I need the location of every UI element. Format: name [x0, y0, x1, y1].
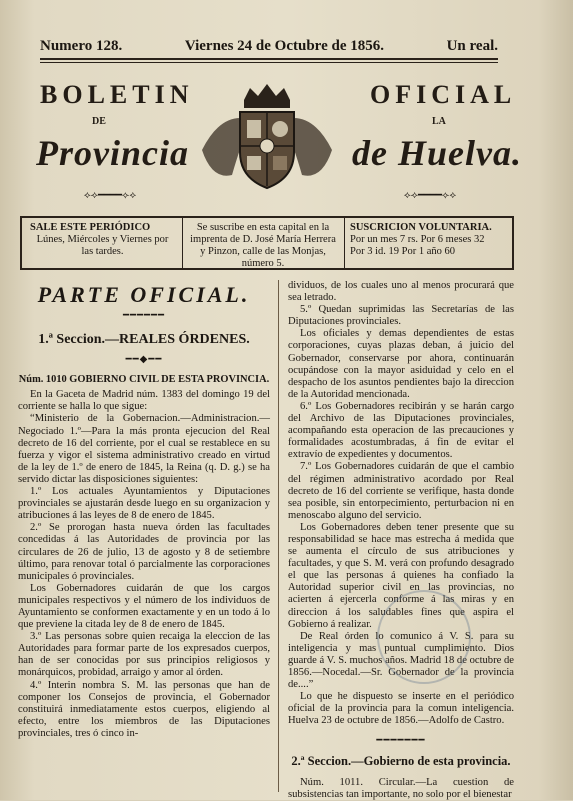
title-la: LA	[432, 116, 446, 127]
prices-title: SUSCRICION VOLUNTARIA.	[350, 222, 492, 233]
left-ornament: ⟡⟢━━━━⟣⟡	[83, 190, 137, 201]
subscription-prices	[350, 222, 508, 258]
coat-of-arms-emblem	[192, 80, 342, 198]
title-provincia: Provincia	[36, 133, 189, 173]
parte-oficial-heading: PARTE OFICIAL.	[37, 282, 251, 307]
paragraph: Los Gobernadores cuidarán de que los cargos municipales respectivos y el número de los individuos de Ayuntamiento se conformen exactamente y en un todo á lo que previene la citada ley de 8 de enero de 1845.	[18, 582, 270, 631]
paragraph: dividuos, de los cuales uno al menos procurará que sea letrado.	[288, 280, 514, 304]
top-rule-thin	[40, 62, 498, 63]
right-column	[288, 280, 514, 801]
schedule-text: Lúnes, Miércoles y Viernes por las tardes.	[36, 234, 169, 257]
paragraph: 1.º Los actuales Ayuntamientos y Diputaciones provinciales se ajustarán desde luego en su organizacion y atribuciones á las leyes de 8 de enero de 1845.	[18, 486, 270, 522]
paragraph: En la Gaceta de Madrid núm. 1383 del domingo 19 del corriente se halla lo que sigue:	[18, 389, 270, 413]
paragraph: 5.º Quedan suprimidas las Secretarías de las Diputaciones provinciales.	[288, 304, 514, 328]
section-ornament: ━━◆━━	[125, 354, 163, 366]
issue-date: Viernes 24 de Octubre de 1856.	[184, 38, 384, 54]
title-oficial: OFICIAL	[370, 80, 517, 109]
top-rule	[40, 58, 498, 60]
title-de: DE	[92, 116, 106, 127]
heading-ornament: ━━━━━━	[122, 310, 166, 321]
column-divider	[278, 280, 279, 792]
paragraph: 4.º Interin nombra S. M. las personas que han de componer los Consejos de provincia, el Gobernador constituirá inmediatamente estos cuerpos, eligiendo al efecto, entre los miembros de las Diputaciones provinciales, tres ó cinco in-	[18, 679, 270, 739]
section-2-heading: 2.ª Seccion.—Gobierno de esta provincia.	[291, 753, 511, 768]
box-divider-2	[344, 218, 345, 268]
subscription-box	[20, 216, 514, 270]
title-boletin: BOLETIN	[40, 80, 194, 109]
right-ornament: ⟡⟢━━━━⟣⟡	[403, 190, 457, 201]
paragraph: “Ministerio de la Gobernacion.—Administracion.—Negociado 1.º—Para la más pronta ejecucion del Real decreto de 16 del corriente, por el cual se restablece en su fuerza y vigor el sistema administrativo creado en virtud de la ley de 1.º de enero de 1845, la Reina (q. D. g.) se ha servido dictar las disposiciones siguientes:	[18, 413, 270, 485]
schedule-title: SALE ESTE PERIÓDICO	[30, 222, 151, 233]
section-separator: ━━━━━━━	[376, 735, 426, 747]
paragraph: 6.º Los Gobernadores recibirán y se harán cargo del Archivo de las Diputaciones provinciales, acompañando esta operacion de las precauciones y formalidades acostumbradas, á fin de evitar el extravío de expedientes y documentos.	[288, 400, 514, 461]
title-de-huelva: de Huelva.	[352, 133, 522, 173]
prices-line-1: Por un mes 7 rs. Por 6 meses 32	[350, 234, 485, 245]
paragraph: Núm. 1011. Circular.—La cuestion de subsistencias tan importante, no solo por el bienestar	[288, 776, 514, 800]
paragraph: 7.º Los Gobernadores cuidarán de que el cambio del régimen administrativo acordado por Real decreto de 16 del corriente se verifique, hasta donde sea posible, sin entorpecimiento, perturbacion ni en menoscabo alguno del servicio.	[288, 461, 514, 521]
subscription-where: Se suscribe en esta capital en la imprenta de D. José María Herrera y Pinzon, calle de las Monjas, número 5.	[190, 222, 336, 269]
left-column	[18, 282, 270, 740]
masthead-line	[40, 38, 498, 55]
item-1010-heading: Núm. 1010 GOBIERNO CIVIL DE ESTA PROVINCIA.	[18, 374, 270, 386]
paragraph: Los Gobernadores deben tener presente que su responsabilidad se hace mas estrecha á medida que se aumenta el círculo de sus atribuciones y facultades, y que S. M. verá con profundo desagrado el que las personas á quienes ha confiado la Autoridad superior civil en las provincias, no acierten á ejercerla conforme á las miras y en direccion á los saludables fines que aspira el Gobierno á realizar.	[288, 521, 514, 630]
paragraph: 3.º Las personas sobre quien recaiga la eleccion de las Autoridades para formar parte de los expresados cuerpos, han de ser conocidas por sus principios religiosos y monárquicos, probidad, arraigo y amor al órden.	[18, 631, 270, 679]
box-divider-1	[182, 218, 183, 268]
paragraph: Los oficiales y demas dependientes de estas corporaciones, cuyas plazas deban, á juicio del Gobernador, conservarse por ahora, continuarán ocupándose con la mayor asiduidad y celo en el despacho de los asuntos pendientes bajo la direccion de la Autoridad mencionada.	[288, 328, 514, 400]
issue-price: Un real.	[446, 38, 498, 54]
library-stamp	[377, 590, 471, 684]
paragraph: Lo que he dispuesto se inserte en el periódico oficial de la provincia para la comun inteligencia. Huelva 23 de octubre de 1856.—Adolfo de Castro.	[288, 691, 514, 727]
paragraph: De Real órden lo comunico á V. S. para su inteligencia y mas puntual cumplimiento. Dios guarde á V. S. muchos años. Madrid 18 de octubre de 1856.—Nocedal.—Sr. Gobernador de la provincia de....”	[288, 630, 514, 691]
paragraph: 2.º Se prorogan hasta nueva órden las facultades concedidas á las Autoridades de provincia por las circulares de 26 de julio, 13 de agosto y 8 de setiembre último, para renovar total ó parcialmente las corporaciones municipales ó provinciales.	[18, 522, 270, 582]
issue-number: Numero 128.	[40, 38, 123, 54]
prices-line-2: Por 3 id. 19 Por 1 año 60	[350, 246, 455, 257]
section-1-heading: 1.ª Seccion.—REALES ÓRDENES.	[38, 332, 250, 348]
subscription-schedule	[30, 222, 175, 258]
